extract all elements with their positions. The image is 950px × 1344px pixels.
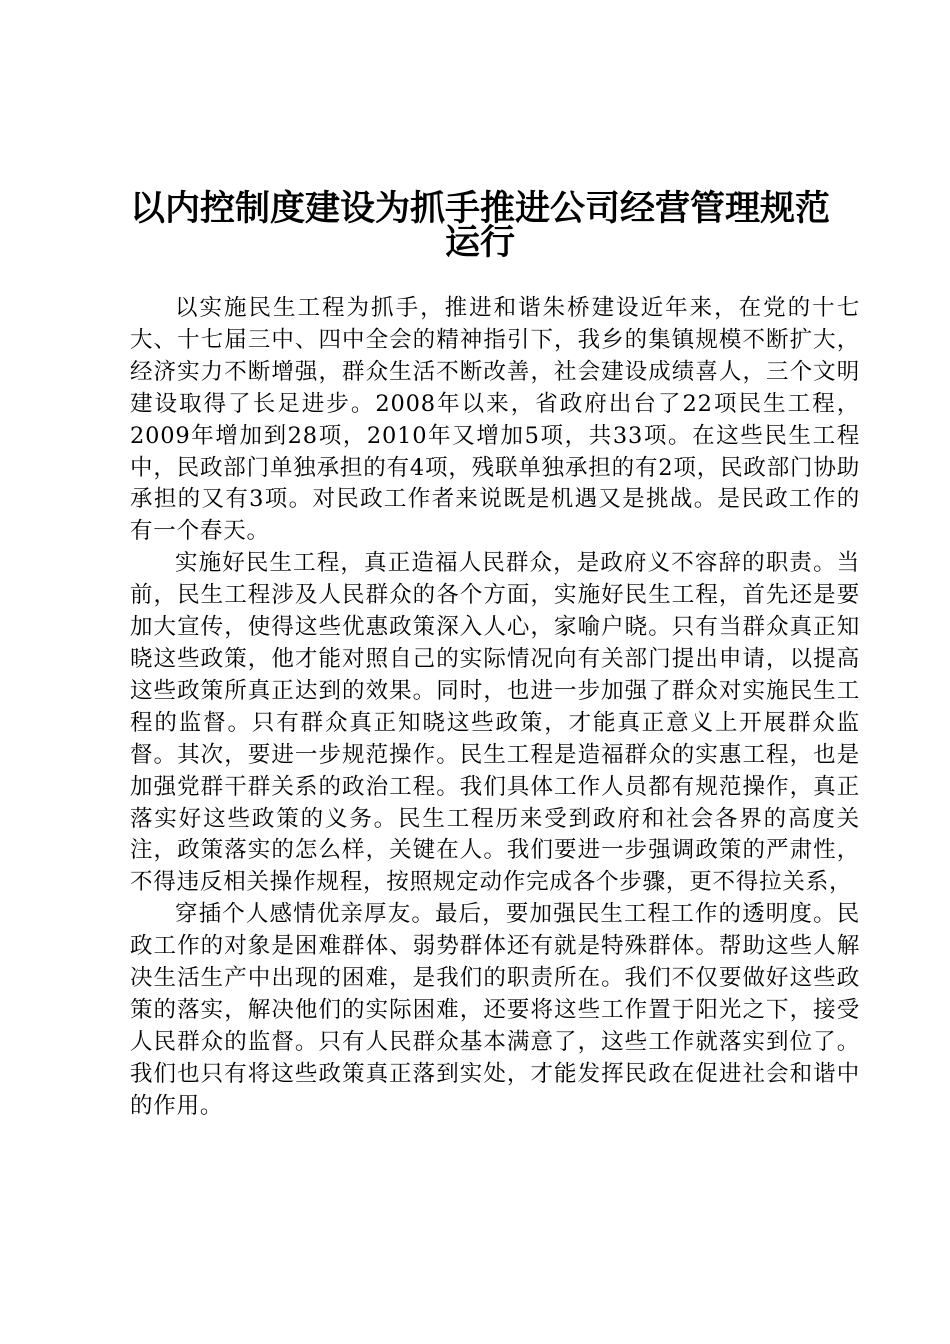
paragraph: 以实施民生工程为抓手，推进和谐朱桥建设近年来，在党的十七大、十七届三中、四中全会的精神指引下，我乡的集镇规模不断扩大，经济实力不断增强，群众生活不断改善，社会建设成绩喜人，三个文明建设取得了长足进步。2008年以来，省政府出台了22项民生工程，2009年增加到28项，2010年又增加5项，共33项。在这些民生工程中，民政部门单独承担的有4项，残联单独承担的有2项，民政部门协助承担的又有3项。对民政工作者来说既是机遇又是挑战。是民政工作的有一个春天。 [130,295,860,545]
paragraph: 实施好民生工程，真正造福人民群众，是政府义不容辞的职责。当前，民生工程涉及人民群众的各个方面，实施好民生工程，首先还是要加大宣传，使得这些优惠政策深入人心，家喻户晓。只有当群众真正知晓这些政策，他才能对照自己的实际情况向有关部门提出申请，以提高这些政策所真正达到的效果。同时，也进一步加强了群众对实施民生工程的监督。只有群众真正知晓这些政策，才能真正意义上开展群众监督。其次，要进一步规范操作。民生工程是造福群众的实惠工程，也是加强党群干群关系的政治工程。我们具体工作人员都有规范操作，真正落实好这些政策的义务。民生工程历来受到政府和社会各界的高度关注，政策落实的怎么样，关键在人。我们要进一步强调政策的严肃性，不得违反相关操作规程，按照规定动作完成各个步骤，更不得拉关系， [130,550,860,896]
document-title-line-1: 以内控制度建设为抓手推进公司经营管理规范 [129,188,830,229]
paragraph: 穿插个人感情优亲厚友。最后，要加强民生工程工作的透明度。民政工作的对象是困难群体、弱势群体还有就是特殊群体。帮助这些人解决生活生产中出现的困难，是我们的职责所在。我们不仅要做好这些政策的落实，解决他们的实际困难，还要将这些工作置于阳光之下，接受人民群众的监督。只有人民群众基本满意了，这些工作就落实到位了。我们也只有将这些政策真正落到实处，才能发挥民政在促进社会和谐中的作用。 [130,901,860,1119]
document-title-line-2: 运行 [444,222,515,263]
document-body [130,293,860,1123]
